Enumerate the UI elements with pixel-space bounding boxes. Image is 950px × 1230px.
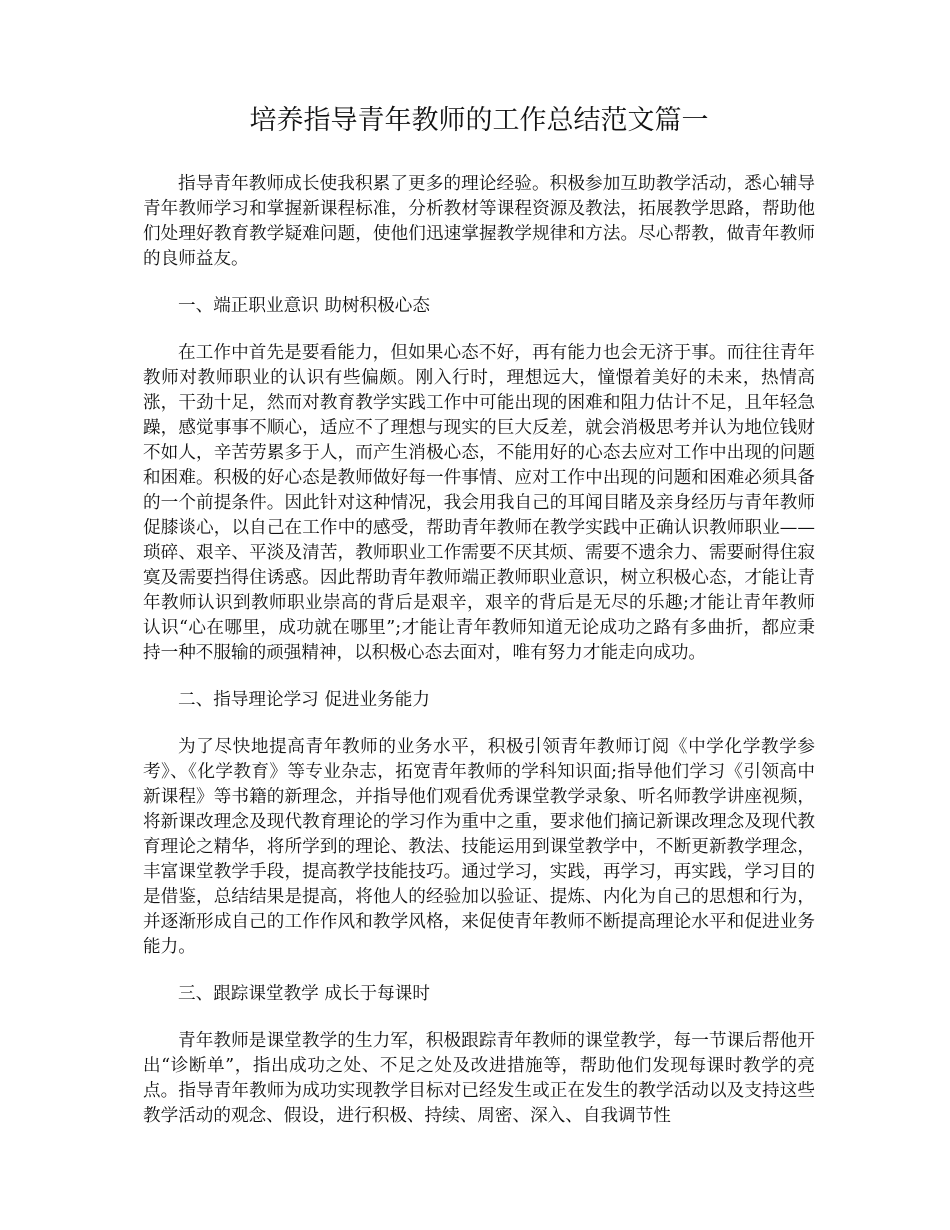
section-paragraph-2: 为了尽快地提高青年教师的业务水平，积极引领青年教师订阅《中学化学教学参考》、《化学教育》等专业杂志，拓宽青年教师的学科知识面;指导他们学习《引领高中新课程》等书籍的新理念，并指导他们观看优秀课堂教学录象、听名师教学讲座视频，将新课改理念及现代教育理论的学习作为重中之重，要求他们摘记新课改理念及现代教育理论之精华，将所学到的理论、教法、技能运用到课堂教学中，不断更新教学理念，丰富课堂教学手段，提高教学技能技巧。通过学习，实践，再学习，再实践，学习目的是借鉴，总结结果是提高，将他人的经验加以验证、提炼、内化为自己的思想和行为，并逐渐形成自己的工作作风和教学风格，来促使青年教师不断提高理论水平和促进业务能力。 — [143, 737, 815, 957]
section-paragraph-3: 青年教师是课堂教学的生力军，积极跟踪青年教师的课堂教学，每一节课后帮他开出“诊断单”，指出成功之处、不足之处及改进措施等，帮助他们发现每课时教学的亮点。指导青年教师为成功实现教学目标对已经发生或正在发生的教学活动以及支持这些教学活动的观念、假设，进行积极、持续、周密、深入、自我调节性 — [143, 1031, 815, 1126]
section-paragraph-1: 在工作中首先是要看能力，但如果心态不好，再有能力也会无济于事。而往往青年教师对教师职业的认识有些偏颇。刚入行时，理想远大，憧憬着美好的未来，热情高涨，干劲十足，然而对教育教学实践工作中可能出现的困难和阻力估计不足，且年轻急躁，感觉事事不顺心，适应不了理想与现实的巨大反差，就会消极思考并认为地位钱财不如人，辛苦劳累多于人，而产生消极心态，不能用好的心态去应对工作中出现的问题和困难。积极的好心态是教师做好每一件事情、应对工作中出现的问题和困难必须具备的一个前提条件。因此针对这种情况，我会用我自己的耳闻目睹及亲身经历与青年教师促膝谈心，以自己在工作中的感受，帮助青年教师在教学实践中正确认识教师职业——琐碎、艰辛、平淡及清苦，教师职业工作需要不厌其烦、需要不遗余力、需要耐得住寂寞及需要挡得住诱惑。因此帮助青年教师端正教师职业意识，树立积极心态，才能让青年教师认识到教师职业崇高的背后是艰辛，艰辛的背后是无尽的乐趣;才能让青年教师认识“心在哪里，成功就在哪里”;才能让青年教师知道无论成功之路有多曲折，都应秉持一种不服输的顽强精神，以积极心态去面对，唯有努力才能走向成功。 — [143, 343, 815, 663]
section-heading-1: 一、端正职业意识 助树积极心态 — [178, 296, 430, 316]
intro-paragraph: 指导青年教师成长使我积累了更多的理论经验。积极参加互助教学活动，悉心辅导青年教师学习和掌握新课程标准，分析教材等课程资源及教法，拓展教学思路，帮助他们处理好教育教学疑难问题，使他们迅速掌握教学规律和方法。尽心帮教，做青年教师的良师益友。 — [143, 174, 815, 269]
section-heading-3: 三、跟踪课堂教学 成长于每课时 — [178, 984, 430, 1004]
section-heading-2: 二、指导理论学习 促进业务能力 — [178, 690, 430, 710]
document-body — [143, 172, 815, 1129]
document-title: 培养指导青年教师的工作总结范文篇一 — [249, 105, 709, 136]
